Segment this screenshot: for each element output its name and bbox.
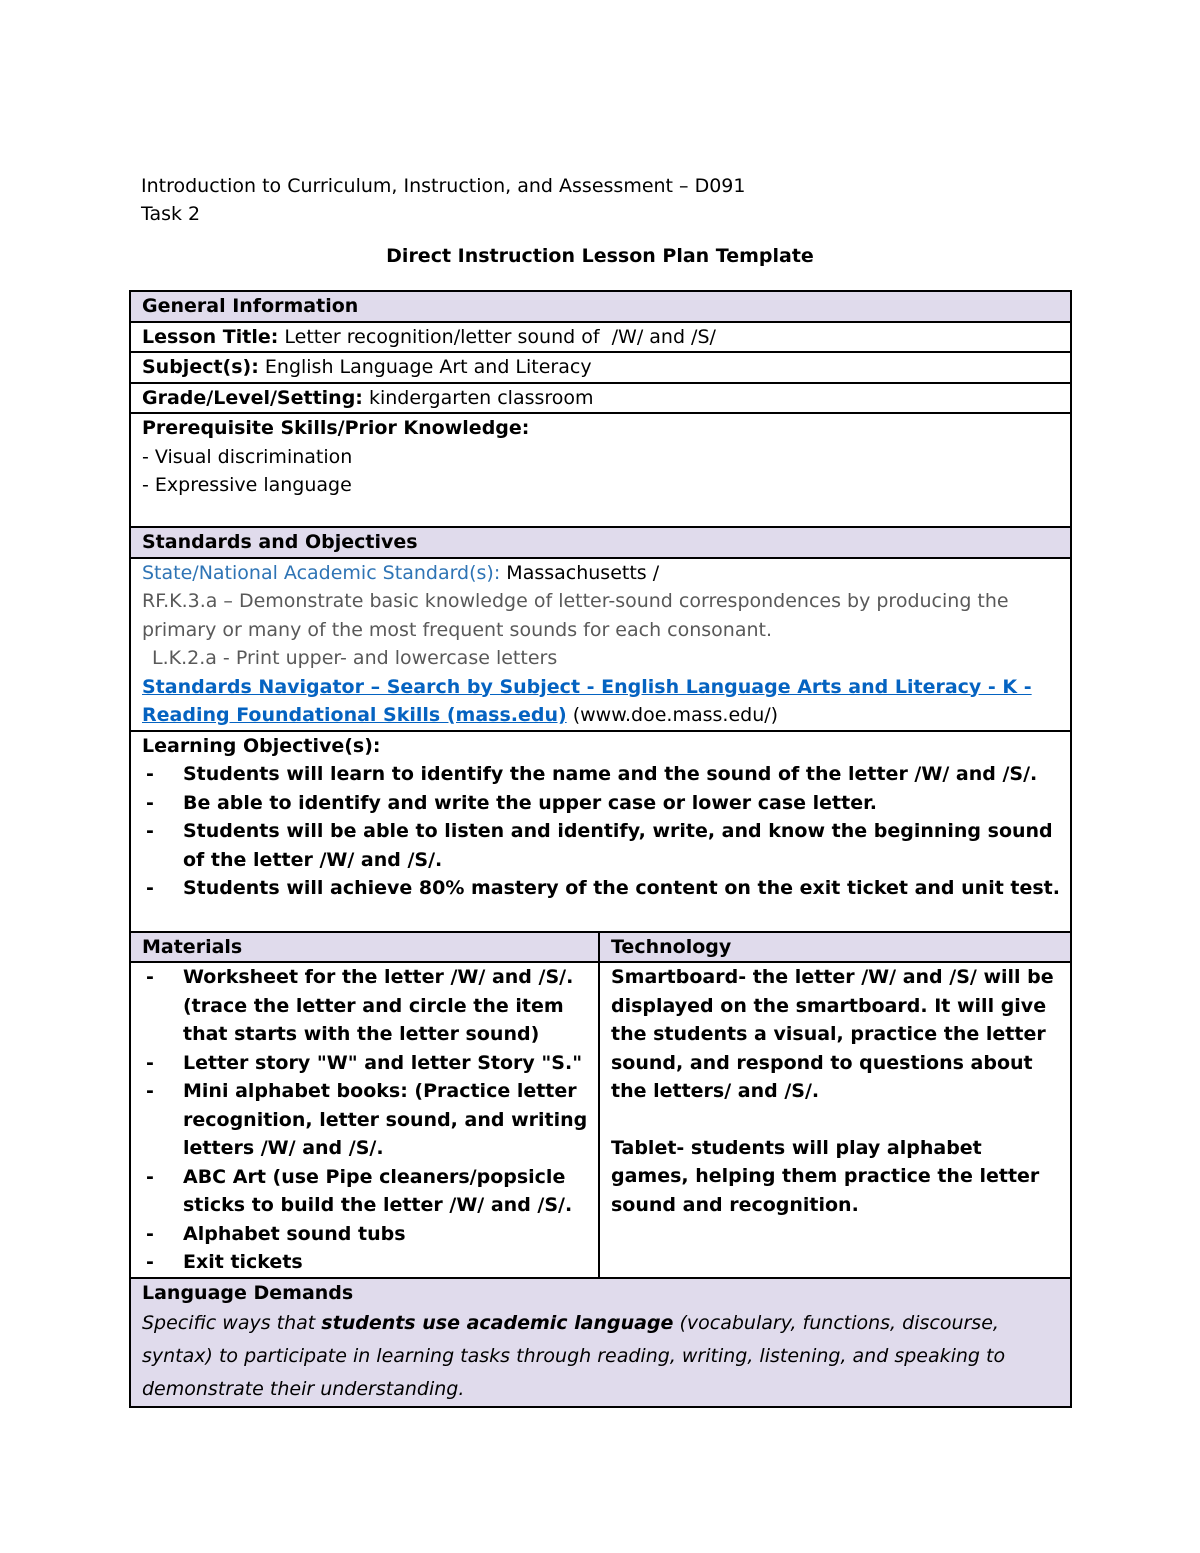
subject-value: English Language Art and Literacy [264, 356, 592, 378]
standard-l-k-2-a: L.K.2.a - Print upper- and lowercase letters [152, 647, 558, 669]
material-item: - Exit tickets [142, 1248, 588, 1277]
link-domain: (www.doe.mass.edu/) [572, 704, 779, 726]
objectives-list [142, 760, 1060, 903]
document-title: Direct Instruction Lesson Plan Template [386, 245, 814, 267]
course-header [141, 172, 745, 228]
grade-value: kindergarten classroom [368, 386, 594, 409]
materials-header: Materials [130, 932, 599, 963]
material-item: - Alphabet sound tubs [142, 1220, 588, 1249]
lesson-plan-table [129, 290, 1072, 1408]
objective-item: - Students will be able to listen and identify, write, and know the beginning sound of the letter /W/ and /S/. [142, 817, 1060, 874]
material-item: - Mini alphabet books: (Practice letter recognition, letter sound, and writing letters /W/ and /S/. [142, 1077, 588, 1163]
grade-label: Grade/Level/Setting: [142, 386, 363, 409]
material-item: - Worksheet for the letter /W/ and /S/. (trace the letter and circle the item that starts with the letter sound) [142, 963, 588, 1049]
language-demands-row [130, 1278, 1071, 1408]
subject-label: Subject(s): [142, 356, 259, 378]
subject-row [130, 352, 1071, 383]
prerequisite-label: Prerequisite Skills/Prior Knowledge: [142, 417, 530, 439]
material-item: - ABC Art (use Pipe cleaners/popsicle sticks to build the letter /W/ and /S/. [142, 1163, 588, 1220]
ld-text-bold: students use academic language [321, 1312, 674, 1334]
materials-cell [130, 962, 599, 1278]
ld-text-end: (vocabulary, functions, discourse, syntax) to participate in learning tasks through reading, writing, listening, and speaking to demonstrate their understanding. [142, 1312, 1006, 1400]
objective-item: - Be able to identify and write the upper case or lower case letter. [142, 789, 1060, 818]
ld-text-start: Specific ways that [142, 1312, 322, 1334]
grade-row [130, 383, 1071, 414]
standard-state: Massachusetts / [506, 561, 660, 584]
standards-navigator-link[interactable]: Standards Navigator – Search by Subject - English Language Arts and Literacy - K - Reading Foundational Skills (mass.edu) [142, 675, 1032, 726]
technology-cell [599, 962, 1071, 1278]
objective-item: - Students will achieve 80% mastery of the content on the exit ticket and unit test. [142, 874, 1060, 903]
standard-label: State/National Academic Standard(s): [142, 561, 501, 584]
technology-smartboard: Smartboard- the letter /W/ and /S/ will be displayed on the smartboard. It will give the students a visual, practice the letter sound, and respond to questions about the letters/ and /S/. [611, 966, 1054, 1102]
standards-objectives-header: Standards and Objectives [130, 527, 1071, 558]
course-title: Introduction to Curriculum, Instruction, and Assessment – D091 [141, 175, 746, 197]
language-demands-header: Language Demands [142, 1281, 354, 1304]
prerequisite-item: - Expressive language [142, 474, 352, 496]
objective-item: - Students will learn to identify the name and the sound of the letter /W/ and /S/. [142, 760, 1060, 789]
language-demands-description [142, 1307, 1060, 1406]
general-information-header: General Information [130, 291, 1071, 322]
learning-objectives-row [130, 731, 1071, 932]
standard-rf-k-3-a: RF.K.3.a – Demonstrate basic knowledge of letter-sound correspondences by producing the primary or many of the most frequent sounds for each consonant. [142, 590, 1009, 641]
material-item: - Letter story "W" and letter Story "S." [142, 1049, 588, 1078]
technology-tablet: Tablet- students will play alphabet games, helping them practice the letter sound and recognition. [611, 1136, 1040, 1216]
prerequisite-item: - Visual discrimination [142, 445, 353, 468]
lesson-title-label: Lesson Title: [142, 325, 279, 348]
materials-list [142, 963, 588, 1277]
prerequisite-row [130, 413, 1071, 527]
technology-header: Technology [599, 932, 1071, 963]
standards-row [130, 558, 1071, 731]
learning-objectives-label: Learning Objective(s): [142, 734, 381, 757]
lesson-title-value: Letter recognition/letter sound of /W/ and /S/ [284, 325, 716, 348]
lesson-title-row [130, 322, 1071, 353]
task-label: Task 2 [141, 203, 201, 225]
